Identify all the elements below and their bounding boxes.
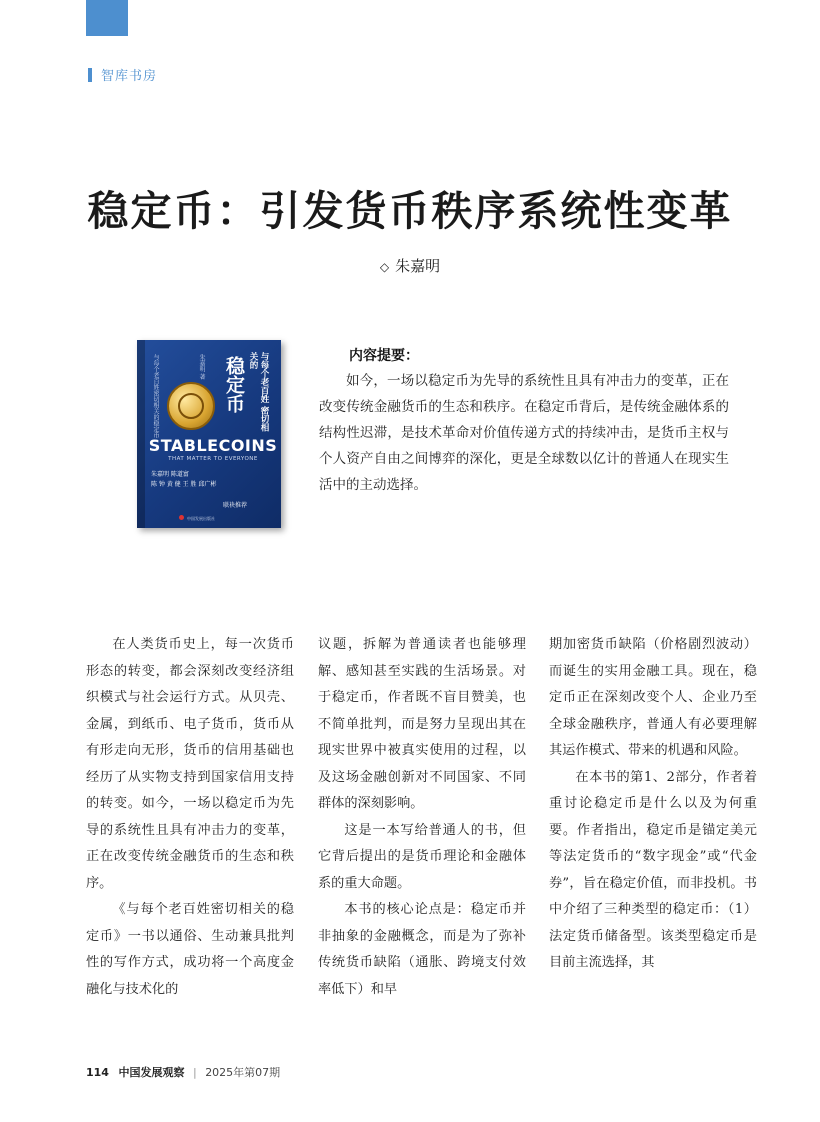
issue-label: 2025年第07期: [205, 1066, 281, 1079]
book-cover-english-title: STABLECOINS: [148, 436, 278, 455]
paragraph: 这是一本写给普通人的书，但它背后提出的是货币理论和金融体系的重大命题。: [318, 822, 526, 891]
book-cover-author-small: 朱嘉明 著: [198, 354, 205, 380]
section-label: 智库书房: [101, 69, 158, 84]
article-title: 稳定币：引发货币秩序系统性变革: [87, 187, 733, 235]
corner-accent-block: [86, 0, 128, 36]
paragraph: 《与每个老百姓密切相关的稳定币》一书以通俗、生动兼具批判性的写作方式，成功将一个高度金融化与技术化的: [86, 902, 294, 997]
footer-separator: |: [192, 1066, 197, 1079]
recommenders-line-2: 陈 钟 黄 健 王 胜 邱广彬: [151, 481, 217, 488]
recommenders-line-1: 朱嘉明 陈道富: [151, 471, 189, 478]
abstract-body: 如今，一场以稳定币为先导的系统性且具有冲击力的变革，正在改变传统金融货币的生态和秩序。在稳定币背后，是传统金融体系的结构性迟滞，是技术革命对价值传递方式的持续冲击，是货币主权与个人资产自由之间博弈的深化，更是全球数以亿计的普通人在现实生活中的主动选择。: [319, 373, 729, 493]
paragraph: 议题，拆解为普通读者也能够理解、感知甚至实践的生活场景。对于稳定币，作者既不盲目赞美，也不简单批判，而是努力呈现出其在现实世界中被真实使用的过程，以及这场金融创新对不同国家、不同群体的深刻影响。: [318, 637, 526, 811]
coin-symbol: [178, 393, 204, 419]
paragraph: 本书的核心论点是：稳定币并非抽象的金融概念，而是为了弥补传统货币缺陷（通胀、跨境支付效率低下）和早: [318, 902, 526, 997]
body-column-3: [549, 632, 757, 977]
body-column-1: [86, 632, 294, 1003]
book-cover-recommend-label: 联袂推荐: [223, 502, 248, 509]
coin-icon: [167, 382, 215, 430]
book-cover-vertical-subtitle: 与每个老百姓密切相关的稳定币: [152, 354, 159, 438]
book-cover-recommenders: [151, 470, 273, 490]
body-column-2: [318, 632, 526, 1003]
paragraph: 在人类货币史上，每一次货币形态的转变，都会深刻改变经济组织模式与社会运行方式。从贝壳、金属，到纸币、电子货币，货币从有形走向无形，货币的信用基础也经历了从实物支持到国家信用支持的转变。如今，一场以稳定币为先导的系统性且具有冲击力的变革，正在改变传统金融货币的生态和秩序。: [86, 637, 294, 891]
page-number: 114: [86, 1066, 109, 1079]
book-spine: [137, 340, 145, 528]
magazine-name: 中国发展观察: [118, 1066, 185, 1079]
publisher-logo-icon: [179, 515, 184, 520]
book-cover-series-line: 与每个老百姓 密切相关的: [248, 352, 269, 432]
section-accent-bar: [88, 68, 92, 82]
author-name: 朱嘉明: [395, 257, 441, 275]
abstract-heading: 内容提要：: [349, 348, 419, 364]
paragraph: 期加密货币缺陷（价格剧烈波动）而诞生的实用金融工具。现在，稳定币正在深刻改变个人、企业乃至全球金融秩序，普通人有必要理解其运作模式、带来的机遇和风险。: [549, 637, 757, 758]
book-cover-publisher: 中国发展出版社: [187, 516, 215, 521]
book-cover-image: [137, 340, 281, 528]
paragraph: 在本书的第1、2部分，作者着重讨论稳定币是什么以及为何重要。作者指出，稳定币是锚定美元等法定货币的“数字现金”或“代金券”，旨在稳定价值，而非投机。书中介绍了三种类型的稳定币：（1）法定货币储备型。该类型稳定币是目前主流选择，其: [549, 769, 757, 970]
book-cover-english-subtitle: THAT MATTER TO EVERYONE: [168, 456, 258, 462]
book-cover-title: 稳定币: [223, 356, 245, 413]
diamond-icon: ◇: [379, 260, 390, 274]
page-footer: [86, 1064, 280, 1080]
article-author-line: [0, 255, 820, 276]
